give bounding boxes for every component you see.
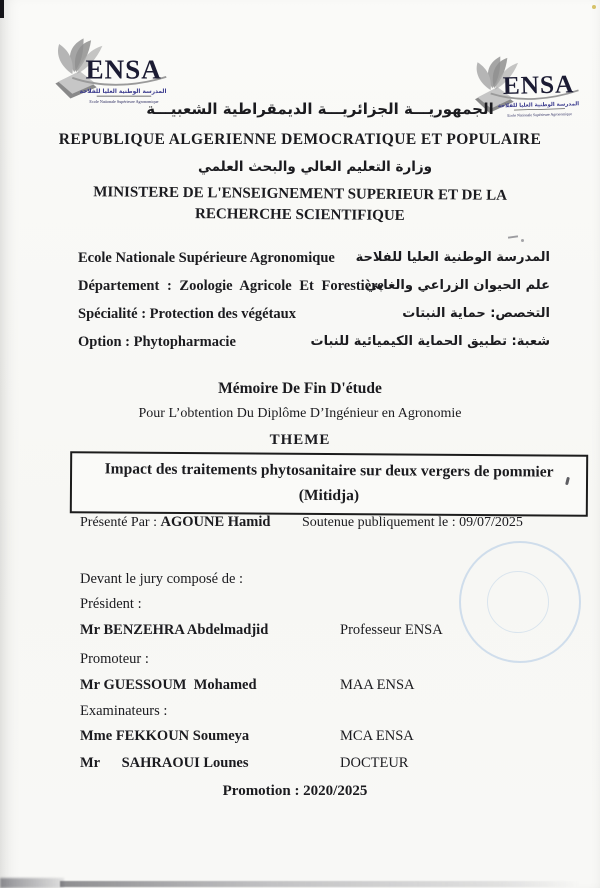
school-row [78, 250, 550, 274]
examiner2-name: Mr SAHRAOUI Lounes [80, 755, 249, 771]
specialty-fr: Spécialité : Protection des végétaux [78, 306, 296, 322]
department-ar: علم الحيوان الزراعي والغابي [365, 278, 550, 293]
president-name: Mr BENZEHRA Abdelmadjid [80, 622, 269, 638]
scan-artifact-speck [592, 5, 596, 9]
promoter-title: MAA ENSA [340, 677, 415, 693]
ministry-line-2: RECHERCHE SCIENTIFIQUE [195, 206, 405, 224]
department-row [78, 278, 550, 302]
examiner2-title: DOCTEUR [340, 755, 409, 771]
ministry-line [0, 181, 600, 228]
scan-artifact-dash [508, 235, 518, 238]
defense-date: Soutenue publiquement le : 09/07/2025 [302, 515, 523, 530]
promoter-name: Mr GUESSOUM Mohamed [80, 677, 257, 693]
scan-artifact-bottom-smudge [0, 878, 64, 888]
option-ar: شعبة: تطبيق الحماية الكيميائية للنبات [310, 334, 550, 349]
memoir-title: Mémoire De Fin D'étude [218, 380, 382, 397]
scan-artifact-bottom-bar [60, 881, 580, 887]
memoir-subtitle: Pour L’obtention Du Diplôme D’Ingénieur en Agronomie [138, 406, 462, 421]
candidate-name: AGOUNE Hamid [160, 514, 271, 530]
examiners-label: Examinateurs : [80, 703, 168, 719]
presentation-line [80, 514, 570, 531]
president-label: Président : [80, 596, 142, 612]
school-name-fr: Ecole Nationale Supérieure Agronomique [78, 250, 335, 266]
jury-intro: Devant le jury composé de : [80, 571, 244, 587]
scan-artifact-dot [521, 239, 524, 242]
option-fr: Option : Phytopharmacie [78, 334, 236, 350]
option-row [78, 334, 550, 358]
department-fr: Département : Zoologie Agricole Et Forestière [78, 278, 384, 294]
ministry-line-1: MINISTERE DE L'ENSEIGNEMENT SUPERIEUR ET DE LA [93, 184, 508, 204]
arabic-republic-line: الجمهوريـــة الجزائريـــة الديمقراطية الشعبيـــة [146, 100, 494, 118]
promoter-label: Promoteur : [80, 651, 149, 667]
presented-by-label: Présenté Par : [80, 515, 161, 530]
examiner1-name: Mme FEKKOUN Soumeya [80, 728, 250, 744]
stamp-circle-inner [487, 571, 549, 633]
examiner1-title: MCA ENSA [340, 728, 414, 744]
theme-label: THEME [269, 432, 331, 448]
scan-artifact-top-left [0, 0, 4, 18]
republic-line: REPUBLIQUE ALGERIENNE DEMOCRATIQUE ET POPULAIRE [58, 131, 542, 148]
specialty-row [78, 306, 550, 330]
school-name-ar: المدرسة الوطنية العليا للفلاحة [355, 250, 550, 265]
theme-title-box: Impact des traitements phytosanitaire sur deux vergers de pommier (Mitidja) [70, 451, 588, 517]
promotion-line: Promotion : 2020/2025 [222, 783, 368, 799]
president-title: Professeur ENSA [340, 622, 443, 638]
specialty-ar: التخصص: حماية النبتات [402, 306, 550, 321]
arabic-ministry-line: وزارة التعليم العالي والبحث العلمي [197, 159, 433, 175]
